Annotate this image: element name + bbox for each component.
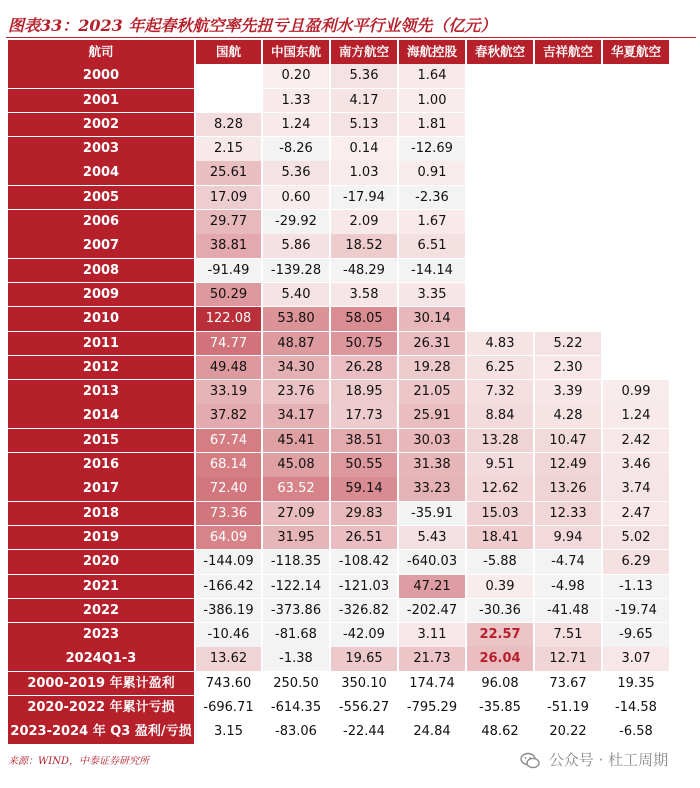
table-row (8, 404, 694, 428)
table-cell: 19.65 (331, 647, 397, 671)
table-row (8, 623, 694, 647)
table-cell: 67.74 (196, 429, 261, 453)
row-label: 2011 (8, 332, 194, 356)
table-cell: 73.67 (549, 675, 587, 691)
table-row (8, 210, 694, 234)
row-label: 2019 (8, 526, 194, 550)
table-cell: 30.14 (399, 307, 465, 331)
table-cell: -122.14 (263, 575, 329, 599)
table-cell: 22.57 (467, 623, 533, 647)
row-label: 2010 (8, 307, 194, 331)
table-row (8, 186, 694, 210)
table-cell: 31.38 (399, 453, 465, 477)
table-cell: 8.28 (196, 113, 261, 137)
wechat-icon (520, 752, 540, 770)
table-cell: -1.13 (603, 575, 669, 599)
table-cell: 3.07 (603, 647, 669, 671)
table-row (8, 64, 694, 88)
table-cell: 1.03 (331, 161, 397, 185)
table-cell (196, 64, 261, 88)
table-cell: -4.98 (535, 575, 601, 599)
table-cell (603, 64, 669, 88)
table-cell: 5.36 (263, 161, 329, 185)
table-row (8, 161, 694, 185)
table-cell: 47.21 (399, 575, 465, 599)
row-label: 2017 (8, 477, 194, 501)
header-airline: 南方航空 (331, 40, 397, 64)
row-label: 2020-2022 年累计亏损 (8, 696, 194, 720)
table-cell: 2.15 (196, 137, 261, 161)
table-row (8, 307, 694, 331)
table-cell: -41.48 (535, 599, 601, 623)
table-cell: -17.94 (331, 186, 397, 210)
table-cell: -91.49 (196, 259, 261, 283)
table-cell: 8.84 (467, 404, 533, 428)
table-cell (603, 210, 669, 234)
table-cell: 96.08 (481, 675, 519, 691)
table-cell: 49.48 (196, 356, 261, 380)
row-label: 2013 (8, 380, 194, 404)
header-airline: 春秋航空 (467, 40, 533, 64)
table-cell: 19.35 (617, 675, 655, 691)
table-cell: 3.15 (214, 724, 243, 740)
table-cell: 38.51 (331, 429, 397, 453)
table-cell: -326.82 (331, 599, 397, 623)
table-cell: 25.91 (399, 404, 465, 428)
table-cell: 30.03 (399, 429, 465, 453)
table-cell: 9.94 (535, 526, 601, 550)
table-cell (603, 356, 669, 380)
table-cell: 21.73 (399, 647, 465, 671)
table-cell: 1.00 (399, 89, 465, 113)
header-airline: 海航控股 (399, 40, 465, 64)
table-cell: 0.91 (399, 161, 465, 185)
table-cell: 12.33 (535, 502, 601, 526)
table-cell (535, 283, 601, 307)
table-row (8, 575, 694, 599)
row-label: 2018 (8, 502, 194, 526)
row-label: 2005 (8, 186, 194, 210)
table-cell: 3.46 (603, 453, 669, 477)
table-cell: -5.88 (467, 550, 533, 574)
table-cell: 0.14 (331, 137, 397, 161)
table-cell: -121.03 (331, 575, 397, 599)
table-row (8, 453, 694, 477)
table-cell: 27.09 (263, 502, 329, 526)
table-cell: 18.52 (331, 234, 397, 258)
table-cell: 1.67 (399, 210, 465, 234)
table-cell: -556.27 (338, 700, 390, 716)
table-cell (535, 137, 601, 161)
table-cell (467, 210, 533, 234)
table-cell: -795.29 (406, 700, 458, 716)
table-cell: 72.40 (196, 477, 261, 501)
table-cell: 17.09 (196, 186, 261, 210)
table-cell: 25.61 (196, 161, 261, 185)
table-row (8, 647, 694, 671)
row-label: 2015 (8, 429, 194, 453)
table-cell (603, 234, 669, 258)
table-cell (535, 234, 601, 258)
table-cell: 18.41 (467, 526, 533, 550)
source-note: 来源：WIND，中泰证券研究所 (8, 756, 149, 767)
table-cell: 13.62 (196, 647, 261, 671)
table-cell: 5.13 (331, 113, 397, 137)
table-cell: 26.04 (467, 647, 533, 671)
table-cell: -166.42 (196, 575, 261, 599)
table-cell: 7.32 (467, 380, 533, 404)
table-row (8, 672, 694, 696)
table-cell: 0.60 (263, 186, 329, 210)
table-cell: 34.30 (263, 356, 329, 380)
table-cell: 743.60 (205, 675, 252, 691)
row-label: 2008 (8, 259, 194, 283)
row-label: 2014 (8, 404, 194, 428)
table-cell (603, 89, 669, 113)
table-cell: 6.29 (603, 550, 669, 574)
table-cell: 3.74 (603, 477, 669, 501)
table-cell: 2.47 (603, 502, 669, 526)
table-cell: 58.05 (331, 307, 397, 331)
table-cell: -42.09 (331, 623, 397, 647)
table-cell: 29.77 (196, 210, 261, 234)
table-cell: -48.29 (331, 259, 397, 283)
table-cell: 350.10 (341, 675, 387, 691)
table-cell: 45.08 (263, 453, 329, 477)
header-label: 航司 (8, 40, 194, 64)
table-cell: 73.36 (196, 502, 261, 526)
table-cell: 74.77 (196, 332, 261, 356)
table-cell: 50.75 (331, 332, 397, 356)
table-cell: -10.46 (196, 623, 261, 647)
table-cell: 1.64 (399, 64, 465, 88)
table-cell (196, 89, 261, 113)
figure-title: 图表33：2023 年起春秋航空率先扭亏且盈利水平行业领先（亿元） (8, 16, 497, 35)
table-cell: -1.38 (263, 647, 329, 671)
row-label: 2000-2019 年累计盈利 (8, 672, 194, 696)
table-cell (535, 161, 601, 185)
table-cell: -144.09 (196, 550, 261, 574)
table-cell: -696.71 (203, 700, 254, 716)
table-cell: 1.24 (603, 404, 669, 428)
table-cell: 21.05 (399, 380, 465, 404)
table-cell: 6.51 (399, 234, 465, 258)
row-label: 2001 (8, 89, 194, 113)
table-cell: 64.09 (196, 526, 261, 550)
table-cell: 12.71 (535, 647, 601, 671)
row-label: 2004 (8, 161, 194, 185)
table-cell: 250.50 (273, 675, 319, 691)
table-row (8, 356, 694, 380)
header-airline: 中国东航 (263, 40, 329, 64)
table-cell: 37.82 (196, 404, 261, 428)
table-cell: 68.14 (196, 453, 261, 477)
table-row (8, 696, 694, 720)
table-cell: -14.14 (399, 259, 465, 283)
row-label: 2020 (8, 550, 194, 574)
table-cell (467, 64, 533, 88)
table-cell: 5.02 (603, 526, 669, 550)
table-row (8, 137, 694, 161)
table-cell: -108.42 (331, 550, 397, 574)
row-label: 2007 (8, 234, 194, 258)
table-cell (467, 89, 533, 113)
table-cell: 53.80 (263, 307, 329, 331)
row-label: 2003 (8, 137, 194, 161)
table-cell: 48.87 (263, 332, 329, 356)
table-cell: -6.58 (619, 724, 653, 740)
table-row (8, 526, 694, 550)
table-cell: 5.40 (263, 283, 329, 307)
row-label: 2009 (8, 283, 194, 307)
watermark (520, 749, 668, 771)
row-label: 2016 (8, 453, 194, 477)
table-cell (535, 186, 601, 210)
table-cell (535, 259, 601, 283)
table-cell: 3.35 (399, 283, 465, 307)
table-cell: 20.22 (549, 724, 587, 740)
table-cell: 1.81 (399, 113, 465, 137)
table-cell: 9.51 (467, 453, 533, 477)
table-cell: 1.24 (263, 113, 329, 137)
row-label: 2012 (8, 356, 194, 380)
table-cell: -35.91 (399, 502, 465, 526)
table-cell: 5.36 (331, 64, 397, 88)
table-cell: 0.39 (467, 575, 533, 599)
header-airline: 吉祥航空 (535, 40, 601, 64)
table-row (8, 720, 694, 744)
table-cell: -29.92 (263, 210, 329, 234)
table-cell: 45.41 (263, 429, 329, 453)
table-cell: -19.74 (603, 599, 669, 623)
table-cell: 34.17 (263, 404, 329, 428)
watermark-text: 公众号 · 杜工周期 (548, 751, 669, 769)
table-cell: -614.35 (270, 700, 322, 716)
table-row (8, 89, 694, 113)
table-cell: 26.31 (399, 332, 465, 356)
table-cell: -139.28 (263, 259, 329, 283)
table-cell: 29.83 (331, 502, 397, 526)
table-cell: 26.51 (331, 526, 397, 550)
table-row (8, 477, 694, 501)
table-cell: -35.85 (479, 700, 521, 716)
table-cell: -30.36 (467, 599, 533, 623)
table-cell: -2.36 (399, 186, 465, 210)
table-cell: 12.49 (535, 453, 601, 477)
table-cell: -9.65 (603, 623, 669, 647)
table-cell: -51.19 (547, 700, 589, 716)
table-cell: -14.58 (615, 700, 657, 716)
table-cell (603, 332, 669, 356)
table-cell: 5.86 (263, 234, 329, 258)
table-cell (603, 186, 669, 210)
table-cell (603, 259, 669, 283)
row-label: 2000 (8, 64, 194, 88)
table-cell: 3.11 (399, 623, 465, 647)
row-label: 2021 (8, 575, 194, 599)
row-label: 2002 (8, 113, 194, 137)
table-cell (603, 307, 669, 331)
table-cell: 0.20 (263, 64, 329, 88)
table-cell: 7.51 (535, 623, 601, 647)
table-row (8, 550, 694, 574)
table-row (8, 234, 694, 258)
table-row (8, 259, 694, 283)
table-cell: -22.44 (343, 724, 385, 740)
table-cell (467, 307, 533, 331)
airline-profit-table (8, 40, 694, 745)
table-cell: 24.84 (413, 724, 451, 740)
table-row (8, 429, 694, 453)
table-cell (467, 113, 533, 137)
table-cell: -640.03 (399, 550, 465, 574)
table-cell: -386.19 (196, 599, 261, 623)
table-cell: 5.22 (535, 332, 601, 356)
table-cell: 33.23 (399, 477, 465, 501)
table-row (8, 332, 694, 356)
table-cell: 63.52 (263, 477, 329, 501)
table-cell: -4.74 (535, 550, 601, 574)
table-cell: 59.14 (331, 477, 397, 501)
header-airline: 国航 (196, 40, 261, 64)
table-cell (467, 137, 533, 161)
table-cell (467, 161, 533, 185)
table-cell (535, 113, 601, 137)
table-cell: 12.62 (467, 477, 533, 501)
table-cell: 48.62 (481, 724, 519, 740)
table-cell: 17.73 (331, 404, 397, 428)
table-row (8, 380, 694, 404)
table-cell: 122.08 (196, 307, 261, 331)
row-label: 2022 (8, 599, 194, 623)
table-row (8, 599, 694, 623)
table-cell (603, 137, 669, 161)
table-cell (535, 89, 601, 113)
table-cell: 26.28 (331, 356, 397, 380)
table-cell: 2.42 (603, 429, 669, 453)
table-cell: 50.55 (331, 453, 397, 477)
table-cell: -373.86 (263, 599, 329, 623)
table-row (8, 502, 694, 526)
row-label: 2023 (8, 623, 194, 647)
table-cell: 13.28 (467, 429, 533, 453)
table-cell: 23.76 (263, 380, 329, 404)
table-cell: 33.19 (196, 380, 261, 404)
table-row (8, 283, 694, 307)
table-cell: 3.58 (331, 283, 397, 307)
table-cell: 0.99 (603, 380, 669, 404)
title-divider (6, 37, 696, 38)
table-cell (603, 113, 669, 137)
table-cell: -202.47 (399, 599, 465, 623)
table-cell: 31.95 (263, 526, 329, 550)
table-cell: 4.28 (535, 404, 601, 428)
table-cell: 2.30 (535, 356, 601, 380)
table-cell: -81.68 (263, 623, 329, 647)
table-row (8, 113, 694, 137)
table-cell: -118.35 (263, 550, 329, 574)
table-cell (535, 307, 601, 331)
row-label: 2006 (8, 210, 194, 234)
table-cell: 13.26 (535, 477, 601, 501)
table-cell: 1.33 (263, 89, 329, 113)
row-label: 2024Q1-3 (8, 647, 194, 671)
table-cell: 5.43 (399, 526, 465, 550)
header-airline: 华夏航空 (603, 40, 669, 64)
table-cell (603, 283, 669, 307)
row-label: 2023-2024 年 Q3 盈利/亏损 (8, 720, 194, 744)
table-cell (467, 186, 533, 210)
table-cell: 4.17 (331, 89, 397, 113)
table-cell: 2.09 (331, 210, 397, 234)
table-cell: 6.25 (467, 356, 533, 380)
table-cell (535, 210, 601, 234)
table-cell (467, 234, 533, 258)
table-cell: -83.06 (275, 724, 317, 740)
table-header-row (8, 40, 694, 64)
table-cell: 38.81 (196, 234, 261, 258)
table-cell (603, 161, 669, 185)
table-cell (535, 64, 601, 88)
table-cell: 18.95 (331, 380, 397, 404)
table-cell (467, 259, 533, 283)
table-cell: 174.74 (409, 675, 455, 691)
table-cell: 50.29 (196, 283, 261, 307)
table-cell: 19.28 (399, 356, 465, 380)
table-cell (467, 283, 533, 307)
table-cell: -12.69 (399, 137, 465, 161)
table-cell: -8.26 (263, 137, 329, 161)
table-cell: 10.47 (535, 429, 601, 453)
table-cell: 3.39 (535, 380, 601, 404)
table-cell: 15.03 (467, 502, 533, 526)
table-cell: 4.83 (467, 332, 533, 356)
